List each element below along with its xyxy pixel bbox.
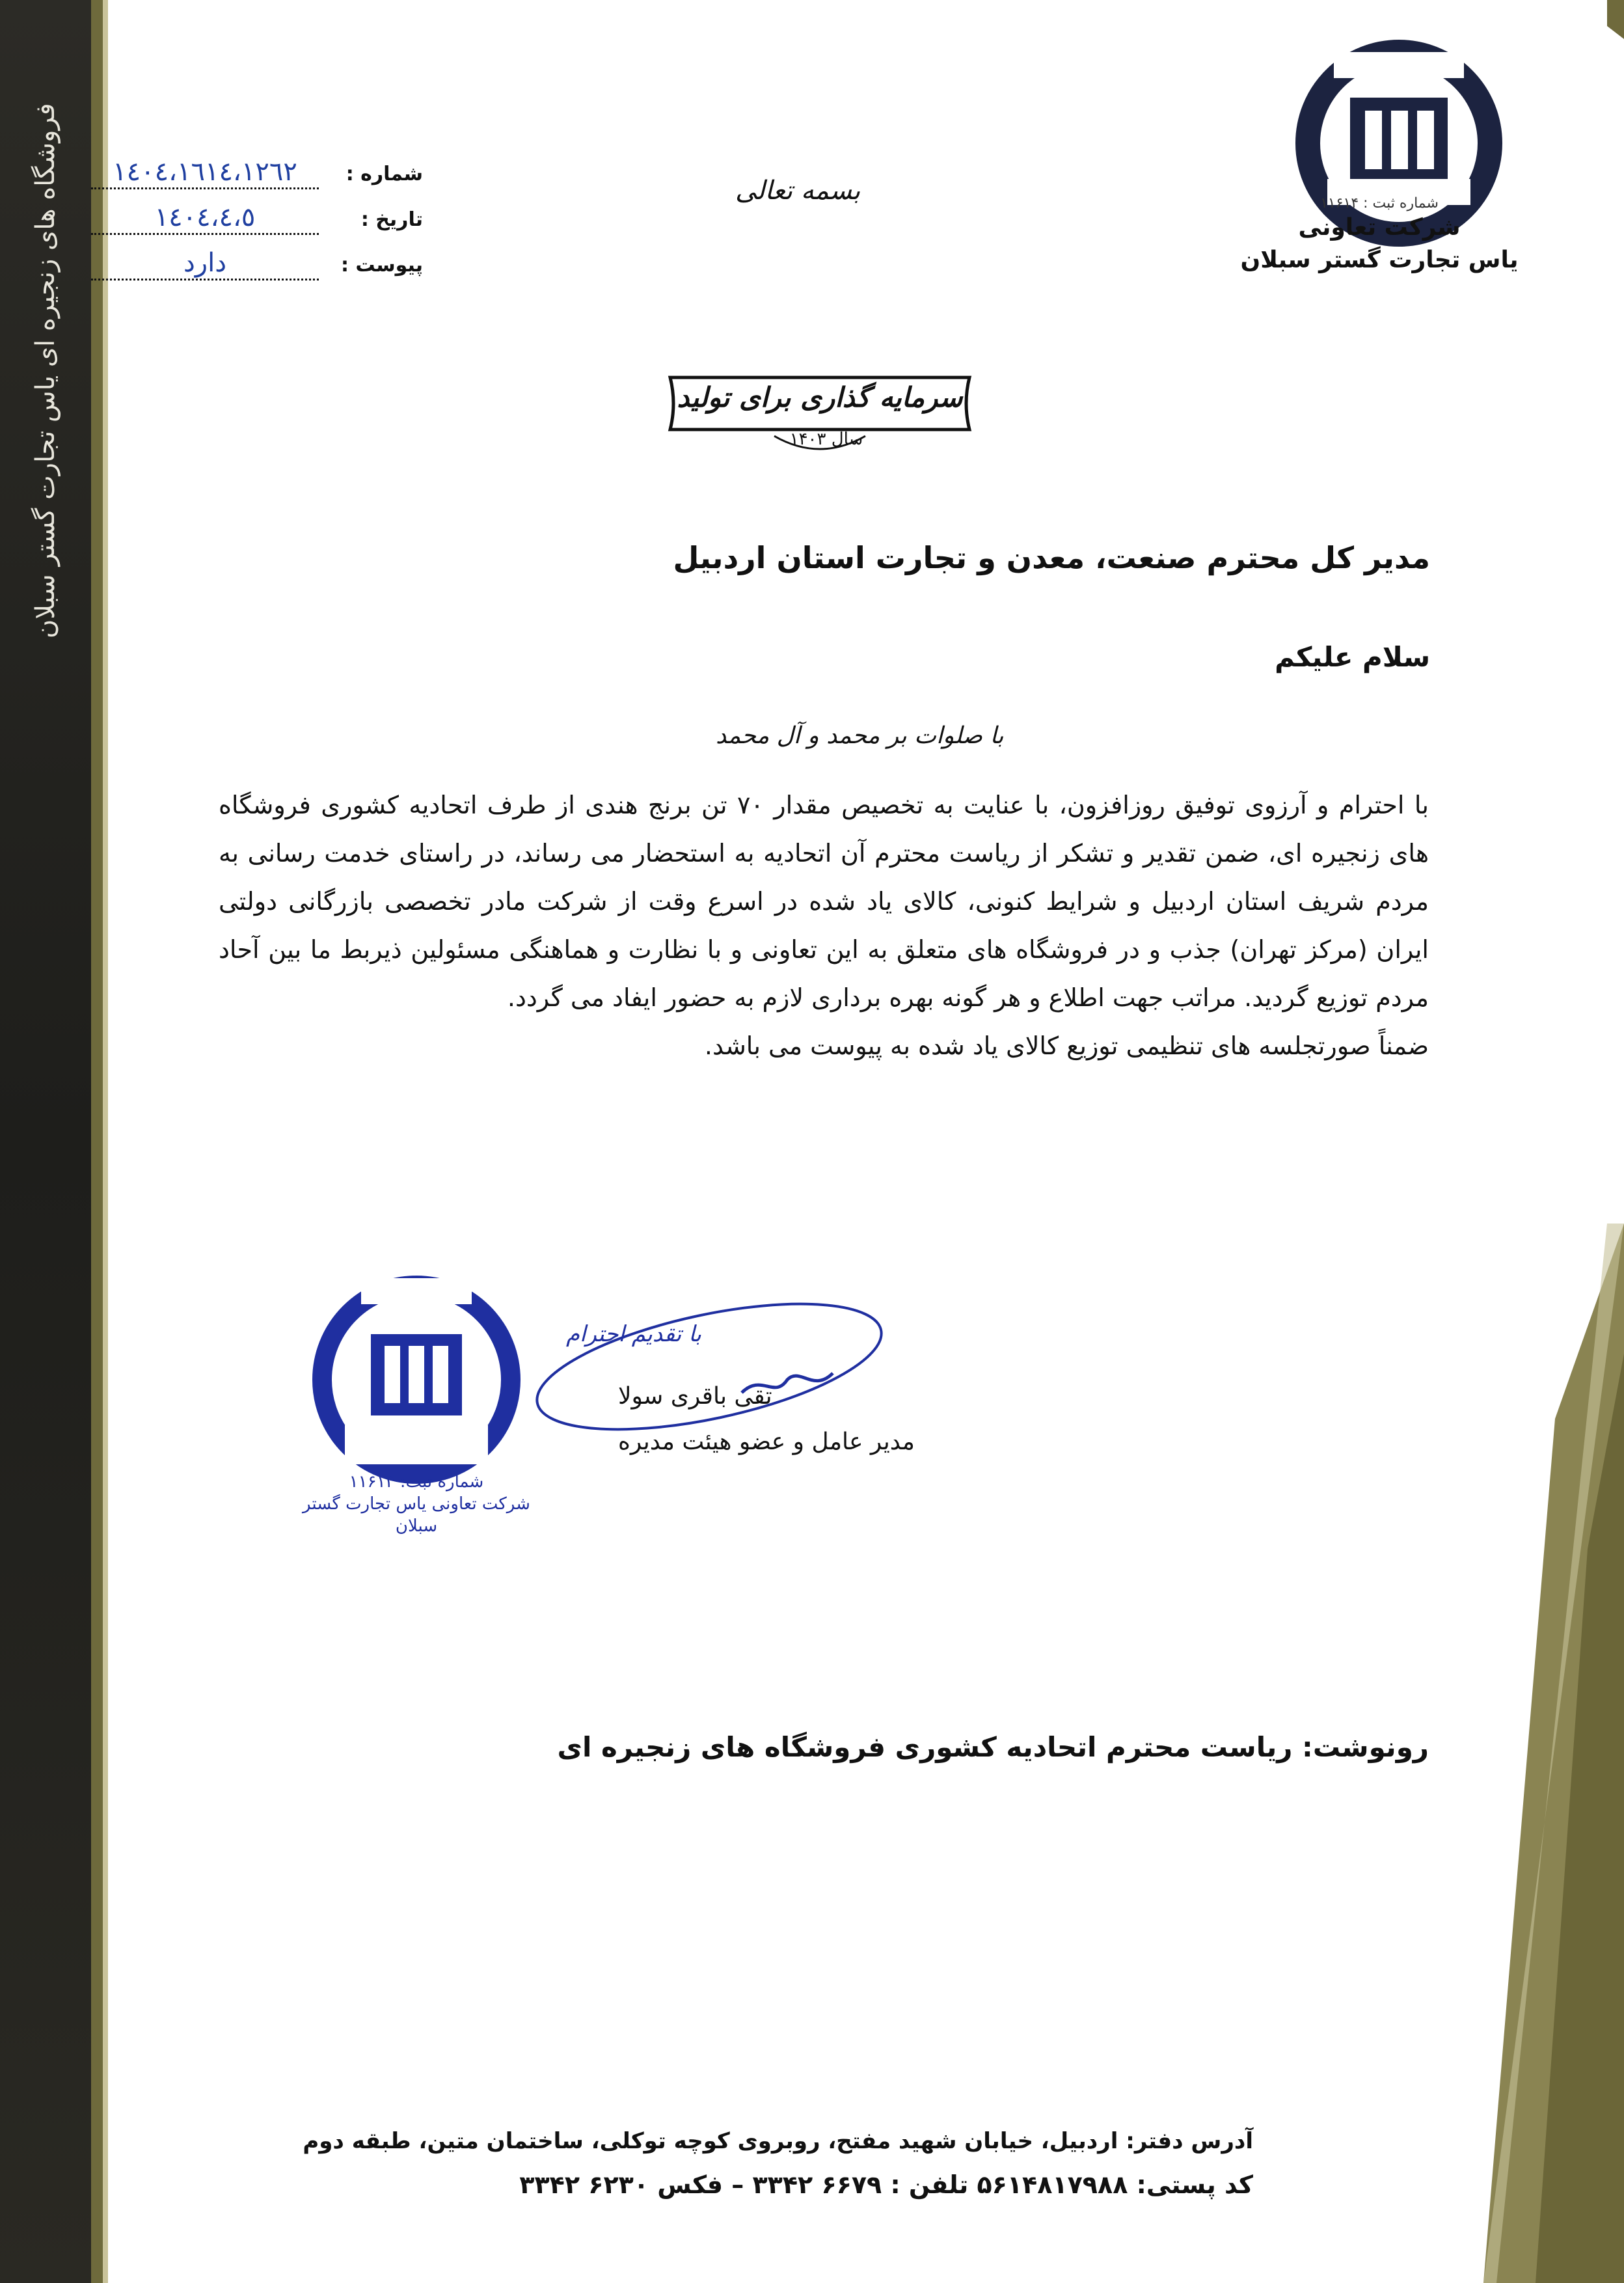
recipient: مدیر کل محترم صنعت، معدن و تجارت استان اردبیل: [673, 540, 1430, 575]
number-label: شماره :: [345, 163, 423, 185]
seal-caption: [286, 1471, 547, 1537]
slogan-badge: [657, 364, 982, 469]
letter-body: [219, 781, 1429, 1070]
date-value: ١٤٠٤،٤،٥: [91, 202, 319, 235]
meta-attachment-row: [85, 247, 423, 293]
slogan-year: سال ۱۴۰۳: [789, 430, 863, 449]
date-label: تاریخ :: [360, 208, 423, 231]
attachment-value: دارد: [91, 247, 319, 280]
number-value: ١٤٠٤،١٦١٤،١٢٦٢: [91, 156, 319, 189]
handwritten-signature: [527, 1295, 891, 1445]
seal-registration: شماره ثبت: ۱۱۶۱۴: [349, 1472, 484, 1492]
attachment-label: پیوست :: [340, 254, 423, 277]
company-name-line1: شرکت تعاونی: [1298, 214, 1461, 241]
body-paragraph: ضمناً صورتجلسه های تنظیمی توزیع کالای یاد شده به پیوست می باشد.: [704, 1032, 1429, 1060]
greeting: سلام علیکم: [1275, 641, 1430, 673]
footer-address: آدرس دفتر: اردبیل، خیابان شهید مفتح، روبروی کوچه توکلی، ساختمان متین، طبقه دوم: [303, 2128, 1253, 2154]
corner-decoration: [1457, 1224, 1624, 2283]
salawat: با صلوات بر محمد و آل محمد: [716, 722, 1004, 749]
footer-contact: کد پستی: ۵۶۱۴۸۱۷۹۸۸ تلفن : ۶۶۷۹ ۳۳۴۲ – فکس ۶۲۳۰ ۳۳۴۲: [519, 2170, 1253, 2199]
seal-company-name: شرکت تعاونی یاس تجارت گستر سبلان: [303, 1494, 530, 1536]
signature-closing: با تقدیم احترام: [566, 1321, 702, 1347]
sidebar-vertical-text: فروشگاه های زنجیره ای یاس تجارت گستر سبلان: [31, 103, 61, 639]
carbon-copy: رونوشت: ریاست محترم اتحادیه کشوری فروشگاه های زنجیره ای: [557, 1731, 1429, 1763]
signer-name: تقی باقری سولا: [618, 1383, 772, 1410]
meta-date-row: [85, 202, 423, 247]
meta-number-row: [85, 156, 423, 202]
registration-number: شماره ثبت : ۱۱۶۱۴: [1320, 195, 1439, 212]
letter-meta: [85, 156, 423, 293]
company-block: [1223, 195, 1536, 277]
company-seal-stamp: [306, 1269, 527, 1490]
slogan-title: سرمایه گذاری برای تولید: [677, 381, 963, 413]
bismillah: بسمه تعالی: [735, 176, 861, 206]
company-name-line2: یاس تجارت گستر سبلان: [1240, 247, 1519, 273]
signer-title: مدیر عامل و عضو هیئت مدیره: [618, 1429, 915, 1455]
body-paragraph: با احترام و آرزوی توفیق روزافزون، با عنایت به تخصیص مقدار ۷۰ تن برنج هندی از طرف اتحادیه کشوری فروشگاه های زنجیره ای، ضمن تقدیر و تشکر از ریاست محترم آن اتحادیه به استحضار می رساند، در راستای خدمت رسانی به مردم شریف استان اردبیل و شرایط کنونی، کالای یاد شده در اسرع وقت از شرکت مادر تخصصی بازرگانی دولتی ایران (مرکز تهران) جذب و در فروشگاه های متعلق به این تعاونی و با نظارت و هماهنگی مسئولین ذیربط ما بین آحاد مردم توزیع گردید. مراتب جهت اطلاع و هر گونه بهره برداری لازم به حضور ایفاد می گردد.: [219, 791, 1429, 1012]
